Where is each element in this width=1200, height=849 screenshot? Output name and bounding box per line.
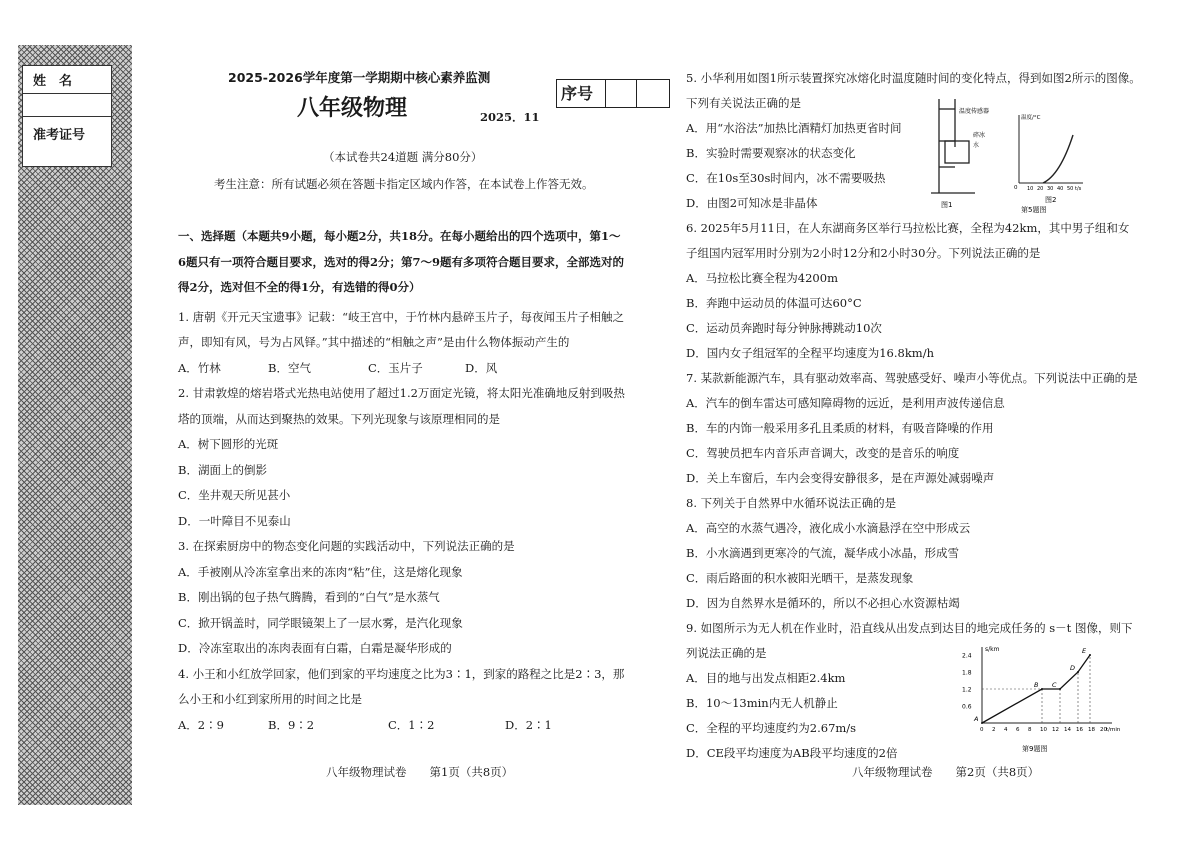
fig2-temperature-graph <box>1019 115 1083 183</box>
answer-option: B．刚出锅的包子热气腾腾，看到的“白气”是水蒸气 <box>178 590 440 604</box>
x-axis-label: t/min <box>1106 727 1120 733</box>
question-stem-line: 列说法正确的是 <box>686 646 767 660</box>
point-label: B <box>1034 681 1039 689</box>
question-stem-line: 7. 某款新能源汽车，具有驱动效率高、驾驶感受好、噪声小等优点。下列说法中正确的是 <box>686 371 1138 385</box>
question-stem-line: 3. 在探索厨房中的物态变化问题的实践活动中，下列说法正确的是 <box>178 539 515 553</box>
x-tick-label: 2 <box>992 727 996 733</box>
answer-option: C．玉片子 <box>368 360 423 375</box>
fig2-xlabel: t/s <box>1075 186 1082 192</box>
exam-notice: 考生注意：所有试题必须在答题卡指定区域内作答，在本试卷上作答无效。 <box>214 177 594 191</box>
question-stem-line: 么小王和小红到家所用的时间之比是 <box>178 692 362 706</box>
x-tick-label: 20 <box>1100 727 1107 733</box>
fig2-zero: 0 <box>1014 185 1018 191</box>
question-stem-line: 塔的顶端，从而达到聚热的效果。下列光现象与该原理相同的是 <box>178 411 500 426</box>
subject-title: 八年级物理 <box>297 96 408 121</box>
data-point <box>1077 671 1079 673</box>
question-stem-line: 声，即知有风，号为占风铎。”其中描述的“相触之声”是由什么物体振动产生的 <box>178 335 570 349</box>
q5-figures <box>925 95 1085 215</box>
answer-option: B．车的内饰一般采用多孔且柔质的材料，有吸音降噪的作用 <box>686 421 994 435</box>
x-tick-label: 0 <box>980 727 984 733</box>
answer-option: A．树下圆形的光斑 <box>178 437 279 451</box>
exam-id-label: 准考证号 <box>33 128 86 143</box>
section-heading-line: 一、选择题（本题共9小题，每小题2分，共18分。在每小题给出的四个选项中，第1～ <box>178 229 621 243</box>
y-tick-label: 0.6 <box>962 703 972 711</box>
answer-option: D．因为自然界水是循环的，所以不必担心水资源枯竭 <box>686 596 960 610</box>
footer-page1: 八年级物理试卷 第1页（共8页） <box>326 765 514 779</box>
question-stem-line: 4. 小王和小红放学回家，他们到家的平均速度之比为3∶1，到家的路程之比是2∶3，那 <box>178 666 625 681</box>
answer-option: A．竹林 <box>178 360 221 375</box>
answer-option: C．在10s至30s时间内，冰不需要吸热 <box>686 171 886 185</box>
answer-option: D．由图2可知冰是非晶体 <box>686 196 818 210</box>
fig2-ylabel: 温度/°C <box>1021 115 1041 121</box>
question-stem-line: 1. 唐朝《开元天宝遗事》记载：“岐王宫中，于竹林内悬碎玉片子，每夜闻玉片子相触之 <box>178 309 625 324</box>
candidate-info-box <box>22 65 112 167</box>
fig1-label: 碎冰 <box>973 132 986 139</box>
y-axis-label: s/km <box>985 646 1000 653</box>
answer-option: A．汽车的倒车雷达可感知障碍物的远近，是利用声波传递信息 <box>686 396 1005 410</box>
fig1-caption: 图1 <box>941 201 953 209</box>
answer-option: B．空气 <box>268 360 311 375</box>
answer-option: A．马拉松比赛全程为4200m <box>686 271 838 285</box>
answer-option: D．一叶障目不见泰山 <box>178 513 291 528</box>
fig2-xtick: 40 <box>1057 186 1064 192</box>
answer-option: B．湖面上的倒影 <box>178 462 267 477</box>
question-stem-line: 9. 如图所示为无人机在作业时，沿直线从出发点到达目的地完成任务的 s－t 图像，则下 <box>686 621 1133 635</box>
exam-title: 2025-2026学年度第一学期期中核心素养监测 <box>228 70 491 85</box>
data-point <box>981 722 983 724</box>
question-stem-line: 8. 下列关于自然界中水循环说法正确的是 <box>686 496 897 510</box>
answer-option: C．1∶2 <box>388 717 435 732</box>
answer-option: A．手被刚从冷冻室拿出来的冻肉“粘”住，这是熔化现象 <box>178 564 463 579</box>
answer-option: D．2∶1 <box>505 717 552 732</box>
answer-option: C．驾驶员把车内音乐声音调大，改变的是音乐的响度 <box>686 446 960 460</box>
sequence-label: 序号 <box>557 80 606 107</box>
answer-option: D．风 <box>465 360 498 375</box>
fig5-caption: 第5题图 <box>1021 206 1047 214</box>
answer-option: D．冷冻室取出的冻肉表面有白霜，白霜是凝华形成的 <box>178 641 452 655</box>
x-tick-label: 14 <box>1064 727 1071 733</box>
x-tick-label: 6 <box>1016 727 1020 733</box>
q9-st-graph <box>960 643 1120 758</box>
point-label: C <box>1052 681 1057 689</box>
answer-option: B．奔跑中运动员的体温可达60°C <box>686 296 862 310</box>
answer-option: C．运动员奔跑时每分钟脉搏跳动10次 <box>686 321 882 335</box>
x-tick-label: 4 <box>1004 727 1008 733</box>
point-label: E <box>1082 647 1087 655</box>
question-stem-line: 6. 2025年5月11日，在人东湖商务区举行马拉松比赛，全程为42km，其中男子组和女 <box>686 221 1130 235</box>
answer-option: C．全程的平均速度约为2.67m/s <box>686 721 857 735</box>
fig2-xtick: 20 <box>1037 186 1044 192</box>
answer-option: B．10～13min内无人机静止 <box>686 696 838 710</box>
answer-option: C．雨后路面的积水被阳光晒干，是蒸发现象 <box>686 571 914 585</box>
answer-option: D．国内女子组冠军的全程平均速度为16.8km/h <box>686 346 934 360</box>
fig2-xtick: 10 <box>1027 186 1034 192</box>
x-tick-label: 8 <box>1028 727 1032 733</box>
question-stem-line: 子组国内冠军用时分别为2小时12分和2小时30分。下列说法正确的是 <box>686 246 1041 260</box>
section-heading-line: 6题只有一项符合题目要求，选对的得2分；第7～9题有多项符合题目要求，全部选对的 <box>178 254 625 269</box>
answer-option: B．9∶2 <box>268 717 315 732</box>
x-tick-label: 12 <box>1052 727 1059 733</box>
answer-option: C．坐井观天所见甚小 <box>178 488 291 502</box>
answer-option: C．掀开锅盖时，同学眼镜架上了一层水雾，是汽化现象 <box>178 615 463 630</box>
footer-page2: 八年级物理试卷 第2页（共8页） <box>852 765 1040 779</box>
section-heading-line: 得2分，选对但不全的得1分，有选错的得0分） <box>178 280 421 294</box>
answer-option: A．2∶9 <box>178 717 224 732</box>
x-tick-label: 16 <box>1076 727 1083 733</box>
answer-option: A．目的地与出发点相距2.4km <box>686 671 846 685</box>
y-tick-label: 1.8 <box>962 669 972 677</box>
fig2-xtick: 50 <box>1067 186 1074 192</box>
data-point <box>1041 688 1043 690</box>
y-tick-label: 1.2 <box>962 686 972 694</box>
exam-date: 2025．11 <box>480 110 540 124</box>
fig2-xtick: 30 <box>1047 186 1054 192</box>
question-stem-line: 2. 甘肃敦煌的熔岩塔式光热电站使用了超过1.2万面定光镜，将太阳光准确地反射到吸热 <box>178 386 625 400</box>
answer-option: B．实验时需要观察冰的状态变化 <box>686 146 856 160</box>
y-tick-label: 2.4 <box>962 652 972 660</box>
data-point <box>1059 688 1061 690</box>
name-label: 姓 名 <box>33 74 73 89</box>
data-point <box>1089 654 1091 656</box>
fig2-caption: 图2 <box>1045 196 1057 204</box>
sequence-cell <box>637 80 667 107</box>
point-label: D <box>1070 664 1076 672</box>
exam-note: （本试卷共24道题 满分80分） <box>323 150 483 164</box>
answer-option: A．用“水浴法”加热比酒精灯加热更省时间 <box>686 121 902 135</box>
answer-option: D．关上车窗后，车内会变得安静很多，是在声源处减弱噪声 <box>686 471 995 485</box>
fig1-label: 温度传感器 <box>959 108 990 115</box>
fig9-caption: 第9题图 <box>1022 745 1048 753</box>
sequence-cell <box>606 80 637 107</box>
fig1-label: 水 <box>973 142 980 149</box>
answer-option: A．高空的水蒸气遇冷，液化成小水滴悬浮在空中形成云 <box>686 521 971 535</box>
x-tick-label: 18 <box>1088 727 1095 733</box>
sequence-number-box <box>556 79 670 108</box>
question-stem-line: 下列有关说法正确的是 <box>686 96 801 110</box>
x-tick-label: 10 <box>1040 727 1047 733</box>
answer-option: D．CE段平均速度为AB段平均速度的2倍 <box>686 746 898 760</box>
question-stem-line: 5. 小华利用如图1所示装置探究冰熔化时温度随时间的变化特点，得到如图2所示的图像。 <box>686 71 1141 85</box>
point-label: A <box>974 715 979 723</box>
answer-option: B．小水滴遇到更寒冷的气流，凝华成小冰晶，形成雪 <box>686 546 959 560</box>
